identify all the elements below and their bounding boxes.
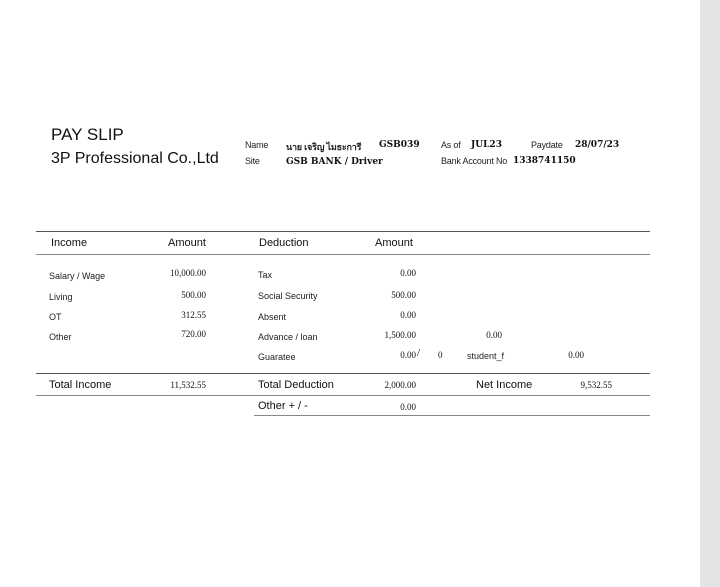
- deduction-label-social-security: Social Security: [258, 291, 318, 301]
- income-amount-living: 500.00: [181, 290, 206, 300]
- table-bottom-rule: [254, 415, 650, 416]
- income-label-ot: OT: [49, 312, 62, 322]
- name-label: Name: [245, 140, 269, 150]
- slip-title: PAY SLIP: [51, 125, 124, 144]
- deduction-label-tax: Tax: [258, 270, 273, 280]
- student-fund-amount: 0.00: [568, 350, 584, 360]
- income-amount-ot: 312.55: [181, 310, 206, 320]
- bank-account-label: Bank Account No: [441, 156, 508, 166]
- viewer-scroll-gutter: [700, 0, 720, 587]
- income-label-salary: Salary / Wage: [49, 271, 106, 281]
- site-value: GSB BANK / Driver: [286, 157, 383, 167]
- header-bottom-rule: [36, 254, 650, 255]
- total-income-value: 11,532.55: [170, 380, 206, 390]
- deduction-amount-absent: 0.00: [400, 310, 416, 320]
- totals-top-rule: [36, 373, 650, 374]
- table-top-rule: [36, 231, 650, 232]
- employee-code: GSB039: [379, 140, 420, 150]
- deduction-label-advance-loan: Advance / loan: [258, 332, 318, 342]
- deduction-amount-social-security: 500.00: [391, 290, 416, 300]
- total-deduction-value: 2,000.00: [384, 380, 416, 390]
- deduction-amount-advance-loan: 1,500.00: [384, 330, 416, 340]
- student-fund-label: student_f: [467, 351, 505, 361]
- income-label-other: Other: [49, 332, 72, 342]
- deduction-header: Deduction: [259, 237, 309, 249]
- totals-mid-rule: [36, 395, 650, 396]
- employee-name: นาย เจริญ ไมธะการี: [286, 142, 362, 152]
- as-of-label: As of: [441, 140, 461, 150]
- other-adjust-label: Other + / -: [258, 400, 308, 412]
- deduction-amount-header: Amount: [375, 237, 413, 249]
- bank-account-value: 1338741150: [513, 156, 576, 166]
- guarantee-count: 0: [438, 350, 443, 360]
- company-name: 3P Professional Co.,Ltd: [51, 150, 219, 167]
- deduction-amount-tax: 0.00: [400, 268, 416, 278]
- deduction-label-guarantee: Guaratee: [258, 352, 296, 362]
- income-amount-other: 720.00: [181, 329, 206, 339]
- paydate-value: 28/07/23: [575, 140, 620, 150]
- site-label: Site: [245, 156, 260, 166]
- income-amount-salary: 10,000.00: [170, 268, 206, 278]
- total-income-label: Total Income: [49, 379, 112, 391]
- deduction-label-absent: Absent: [258, 312, 287, 322]
- income-amount-header: Amount: [168, 237, 206, 249]
- guarantee-separator: /: [417, 347, 421, 359]
- as-of-value: JUL23: [471, 140, 502, 150]
- net-income-value: 9,532.55: [580, 380, 612, 390]
- other-adjust-value: 0.00: [400, 402, 416, 412]
- advance-loan-extra: 0.00: [486, 330, 502, 340]
- income-header: Income: [51, 237, 88, 249]
- paydate-label: Paydate: [531, 140, 563, 150]
- total-deduction-label: Total Deduction: [258, 379, 334, 391]
- net-income-label: Net Income: [476, 379, 533, 391]
- deduction-amount-guarantee: 0.00: [400, 350, 416, 360]
- income-label-living: Living: [49, 292, 73, 302]
